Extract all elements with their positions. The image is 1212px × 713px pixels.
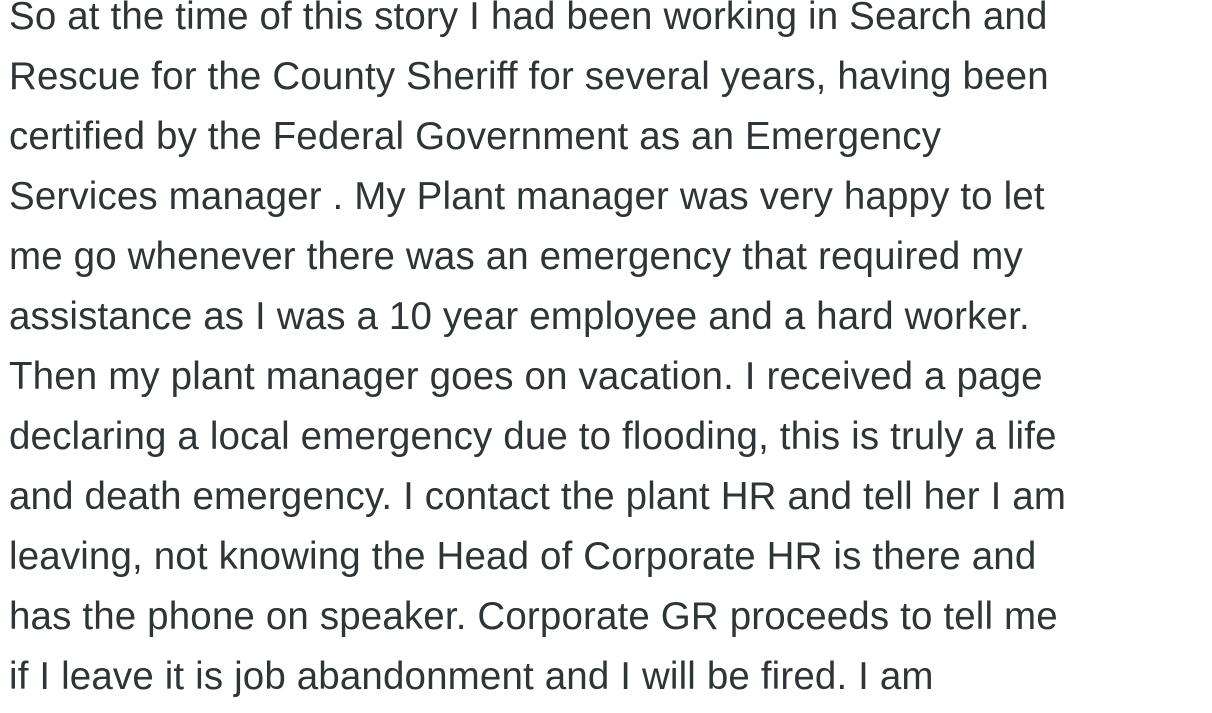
- story-line: leaving, not knowing the Head of Corporate HR is there and: [9, 535, 1037, 578]
- story-line: Services manager . My Plant manager was very happy to let: [9, 175, 1045, 218]
- story-text: [9, 0, 1209, 707]
- story-line: So at the time of this story I had been working in Search and: [9, 0, 1048, 38]
- story-line: if I leave it is job abandonment and I will be fired. I am: [9, 655, 934, 698]
- story-line: and death emergency. I contact the plant HR and tell her I am: [9, 475, 1067, 518]
- story-line: has the phone on speaker. Corporate GR proceeds to tell me: [9, 595, 1058, 638]
- story-line: assistance as I was a 10 year employee and a hard worker.: [9, 295, 1030, 338]
- story-line: certified by the Federal Government as an Emergency: [9, 115, 942, 158]
- story-line: Then my plant manager goes on vacation. I received a page: [9, 355, 1043, 398]
- story-line: declaring a local emergency due to flooding, this is truly a life: [9, 415, 1057, 458]
- story-line: Rescue for the County Sheriff for several years, having been: [9, 55, 1049, 98]
- story-line: me go whenever there was an emergency that required my: [9, 235, 1023, 278]
